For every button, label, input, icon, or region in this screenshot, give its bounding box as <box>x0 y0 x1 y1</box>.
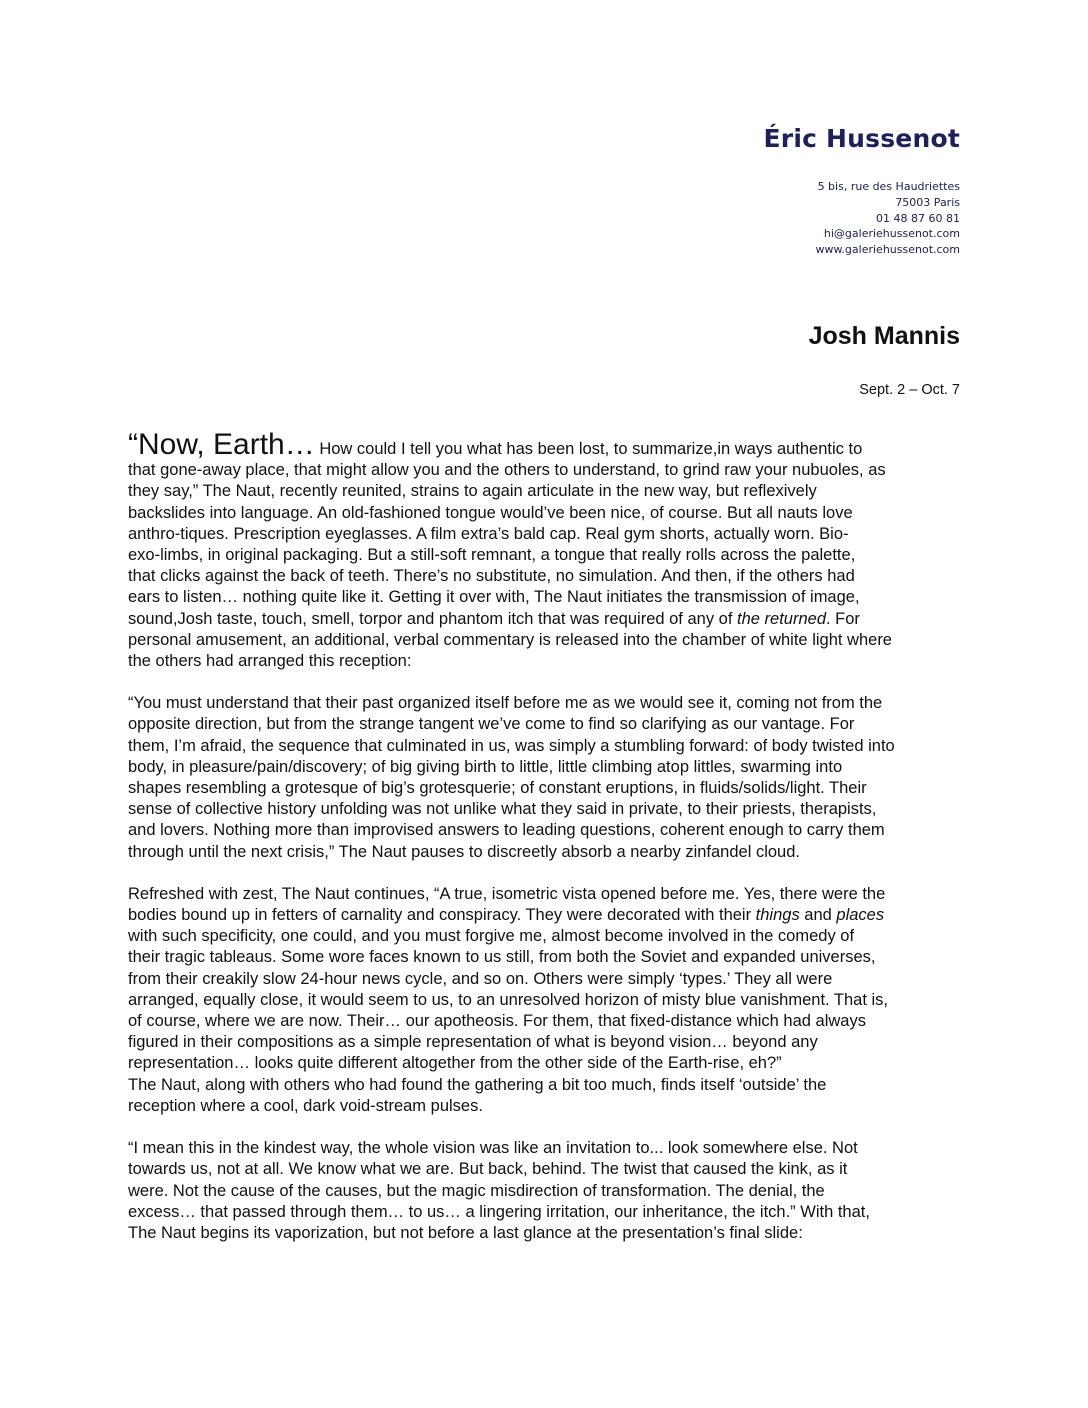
paragraph-3 <box>128 884 972 1075</box>
gallery-name: Éric Hussenot <box>763 124 960 153</box>
artist-name: Josh Mannis <box>808 322 960 350</box>
paragraph-4: The Naut, along with others who had found the gathering a bit too much, finds itself ‘outside’ the reception where a cool, dark void-stream pulses. <box>128 1075 827 1115</box>
paragraph-3-b: and <box>799 906 837 925</box>
paragraph-3-emphasis-places: places <box>836 906 885 925</box>
address-street: 5 bis, rue des Haudriettes <box>817 180 960 193</box>
paragraph-1 <box>128 430 972 672</box>
paragraph-1-text: How could I tell you what has been lost, to summarize,in ways authentic to that gone-away place, that might allow you and the others to understand, to grind raw your nubuoles, as they say,” The Naut, recently reunited, strains to again articulate in the new way, but reflexively backslides into language. An old-fashioned tongue would’ve been nice, of course. But all nauts love anthro-tiques. Prescription eyeglasses. A film extra’s bald cap. Real gym shorts, actually worn. Bio- exo-limbs, in original packaging. But a still-soft remnant, a tongue that really rolls across the palette, that clicks against the back of teeth. There’s no substitute, no simulation. And then, if the others had ears to listen… nothing quite like it. Getting it over with, The Naut initiates the transmission of image, sound,Josh taste, touch, smell, torpor and phantom itch that was required of any of <box>128 440 886 628</box>
exhibition-dates: Sept. 2 – Oct. 7 <box>859 382 960 398</box>
paragraph-3-a: Refreshed with zest, The Naut continues, “A true, isometric vista opened before me. Yes, there were the bodies bound up in fetters of carnality and conspiracy. They were decorated with their <box>128 884 886 925</box>
paragraph-2: “You must understand that their past organized itself before me as we would see it, coming not from the opposite direction, but from the strange tangent we’ve come to find so clarifying as our vantage. For them, I’m afraid, the sequence that culminated in us, was simply a stumbling forward: of body twisted into body, in pleasure/pain/discovery; of big giving birth to little, little climbing atop littles, swarming into shapes resembling a grotesque of big’s grotesquerie; of constant eruptions, in fluids/solids/light. Their sense of collective history unfolding was not unlike what they said in private, to their priests, therapists, and lovers. Nothing more than improvised answers to leading questions, coherent enough to carry them through until the next crisis,” The Naut pauses to discreetly absorb a nearby zinfandel cloud. <box>128 694 895 861</box>
address-website: www.galeriehussenot.com <box>815 243 960 257</box>
address-phone: 01 48 87 60 81 <box>876 211 960 225</box>
paragraph-3-c: with such specificity, one could, and you must forgive me, almost become involved in the comedy of their tragic tableaus. Some wore faces known to us still, from both the Soviet and expanded universes, from their creakily slow 24-hour news cycle, and so on. Others were simply ‘types.’ They all were arranged, equally close, it would seem to us, to an unresolved horizon of misty blue vanishment. That is, of course, where we are now. Their… our apotheosis. For them, that fixed-distance which had always figured in their compositions as a simple representation of what is beyond vision… beyond any representation… looks quite different altogether from the other side of the Earth-rise, eh?” <box>128 927 889 1073</box>
paragraph-1-end: . For personal amusement, an additional, verbal commentary is released into the chamber of white light where the others had arranged this reception: <box>128 609 892 671</box>
press-release-body <box>128 430 972 1265</box>
lead-phrase: “Now, Earth… <box>128 428 315 461</box>
address-email: hi@galeriehussenot.com <box>823 227 960 241</box>
gallery-address <box>764 179 960 258</box>
address-city: 75003 Paris <box>895 195 960 209</box>
gallery-letterhead <box>764 124 960 258</box>
paragraph-5: “I mean this in the kindest way, the whole vision was like an invitation to... look somewhere else. Not towards us, not at all. We know what we are. But back, behind. The twist that caused the kink, as it were. Not the cause of the causes, but the magic misdirection of transformation. The denial, the excess… that passed through them… to us… a lingering irritation, our inheritance, the itch.” With that, The Naut begins its vaporization, but not before a last glance at the presentation’s final slide: <box>128 1139 870 1242</box>
paragraph-3-emphasis-things: things <box>755 906 800 925</box>
paragraph-1-emphasis: the returned <box>737 609 826 628</box>
